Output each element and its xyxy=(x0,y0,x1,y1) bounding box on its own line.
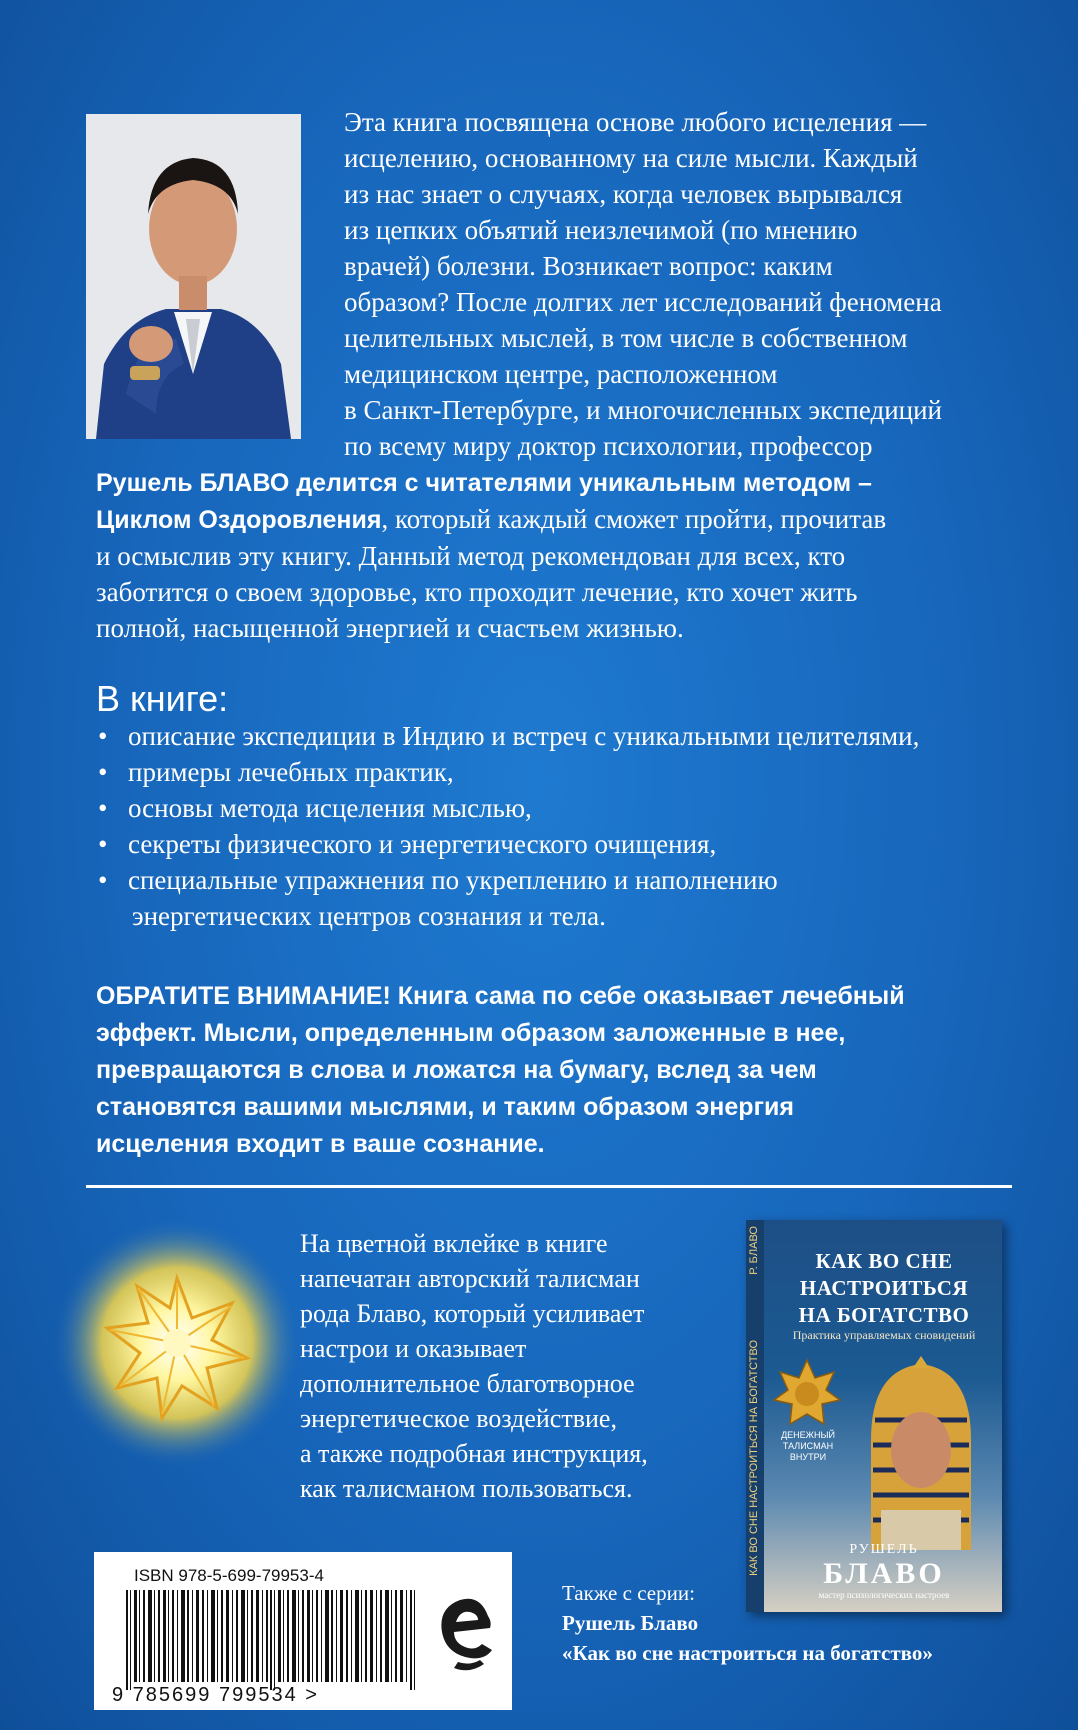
list-item: • описание экспедиции в Индию и встреч с уникальными целителями, xyxy=(96,718,1056,754)
intro-line: по всему миру доктор психологии, профессор xyxy=(344,431,873,461)
notice-line: превращаются в слова и ложатся на бумагу, вслед за чем xyxy=(96,1056,817,1084)
intro-line: медицинском центре, расположенном xyxy=(344,359,778,389)
book-title-line: КАК ВО СНЕ xyxy=(815,1249,953,1273)
series-author-text: Рушель Блаво xyxy=(562,1611,699,1635)
contents-list xyxy=(96,718,1056,934)
list-item: • основы метода исцеления мыслью, xyxy=(96,790,1056,826)
talisman-line: как талисманом пользоваться. xyxy=(300,1474,633,1503)
talisman-star-icon xyxy=(52,1218,302,1468)
book-badge-line: ВНУТРИ xyxy=(789,1452,827,1462)
intro-line: из нас знает о случаях, когда человек вырывался xyxy=(344,179,903,209)
book-badge-text xyxy=(768,1430,848,1463)
related-book-cover xyxy=(746,1220,1002,1612)
book-spine-title: КАК ВО СНЕ НАСТРОИТЬСЯ НА БОГАТСТВО xyxy=(748,1340,760,1576)
notice-line: становятся вашими мыслями, и таким образом энергия xyxy=(96,1093,794,1121)
intro-line: заботится о своем здоровье, кто проходит лечение, кто хочет жить xyxy=(96,577,858,607)
intro-indented-lines xyxy=(96,104,1041,464)
book-title xyxy=(766,1248,1002,1329)
contents-heading: В книге: xyxy=(96,678,229,719)
book-spine-author: Р. БЛАВО xyxy=(748,1226,760,1275)
list-item: • секреты физического и энергетического очищения, xyxy=(96,826,1056,862)
intro-bold-author: Рушель БЛАВО делится с читателями уникальным методом – xyxy=(96,469,872,497)
series-title-text: «Как во сне настроиться на богатство» xyxy=(562,1641,933,1665)
intro-line: Эта книга посвящена основе любого исцеления — xyxy=(344,107,927,137)
talisman-line: рода Блаво, который усиливает xyxy=(300,1299,645,1328)
intro-line: полной, насыщенной энергией и счастьем жизнью. xyxy=(96,613,684,643)
series-label: Также с серии: xyxy=(562,1581,695,1605)
talisman-image xyxy=(52,1218,302,1468)
divider xyxy=(86,1185,1012,1188)
series-author xyxy=(562,1608,1022,1638)
intro-bold-method: Циклом Оздоровления xyxy=(96,506,382,534)
list-item: • специальные упражнения по укреплению и наполнению xyxy=(96,862,1056,898)
intro-line: и осмыслив эту книгу. Данный метод рекомендован для всех, кто xyxy=(96,541,846,571)
notice-line: исцеления входит в ваше сознание. xyxy=(96,1130,545,1158)
barcode-panel xyxy=(94,1552,512,1710)
list-item-continuation-text: энергетических центров сознания и тела. xyxy=(132,901,606,931)
intro-line: из цепких объятий неизлечимой (по мнению xyxy=(344,215,858,245)
talisman-line: На цветной вклейке в книге xyxy=(300,1229,608,1258)
barcode-icon xyxy=(124,1590,424,1690)
list-item: • примеры лечебных практик, xyxy=(96,754,1056,790)
isbn-text: ISBN 978-5-699-79953-4 xyxy=(134,1566,324,1585)
barcode-digits: 9 785699 799534 > xyxy=(112,1684,319,1706)
book-badge-line: ТАЛИСМАН xyxy=(782,1441,834,1451)
talisman-line: энергетическое воздействие, xyxy=(300,1404,617,1433)
intro-line: в Санкт-Петербурге, и многочисленных экспедиций xyxy=(344,395,942,425)
list-item-continuation xyxy=(96,898,1056,934)
publisher-logo-icon xyxy=(430,1586,500,1676)
notice-block xyxy=(96,978,1016,1163)
intro-line xyxy=(96,464,1041,501)
talisman-badge-icon xyxy=(772,1358,842,1428)
talisman-description xyxy=(300,1226,720,1506)
book-author-first: РУШЕЛЬ xyxy=(849,1542,919,1557)
book-spine xyxy=(746,1220,764,1612)
series-title xyxy=(562,1638,1022,1668)
book-badge-line: ДЕНЕЖНЫЙ xyxy=(781,1430,835,1440)
intro-line: образом? После долгих лет исследований феномена xyxy=(344,287,942,317)
book-author-tag: мастер психологических настроев xyxy=(818,1590,950,1600)
intro-line xyxy=(96,501,1041,538)
book-subtitle: Практика управляемых сновидений xyxy=(792,1328,976,1342)
notice-line: ОБРАТИТЕ ВНИМАНИЕ! Книга сама по себе оказывает лечебный xyxy=(96,982,905,1010)
intro-line: врачей) болезни. Возникает вопрос: каким xyxy=(344,251,833,281)
intro-line-rest: , который каждый сможет пройти, прочитав xyxy=(381,504,887,534)
book-title-line: НА БОГАТСТВО xyxy=(798,1303,970,1327)
pharaoh-illustration xyxy=(841,1350,1001,1550)
talisman-line: а также подробная инструкция, xyxy=(300,1439,648,1468)
talisman-line: дополнительное благотворное xyxy=(300,1369,635,1398)
book-title-line: НАСТРОИТЬСЯ xyxy=(799,1276,969,1300)
book-author-last: БЛАВО xyxy=(823,1557,945,1590)
intro-line: целительных мыслей, в том числе в собственном xyxy=(344,323,908,353)
series-info xyxy=(562,1578,1022,1668)
notice-line: эффект. Мысли, определенным образом заложенные в нее, xyxy=(96,1019,846,1047)
talisman-line: напечатан авторский талисман xyxy=(300,1264,640,1293)
intro-line: исцелению, основанному на силе мысли. Каждый xyxy=(344,143,918,173)
talisman-line: настрои и оказывает xyxy=(300,1334,527,1363)
intro-text xyxy=(96,104,1041,646)
